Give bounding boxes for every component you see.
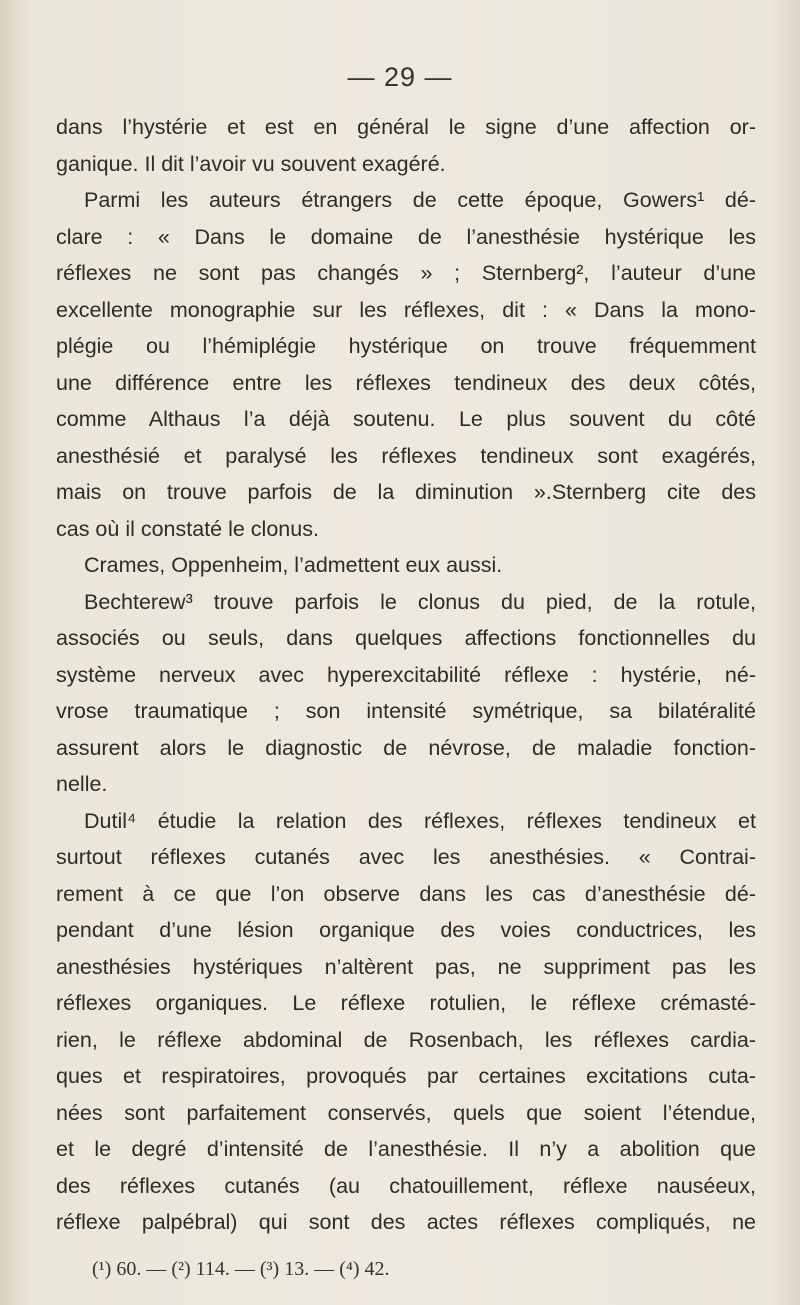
text-line: Dutil⁴ étudie la relation des réflexes, réflexes tendineux et [84,808,756,833]
text-line: pendant d’une lésion organique des voies conductrices, les [56,918,756,942]
text-line: nelle. [56,772,108,796]
text-line: rement à ce que l’on observe dans les cas d’anesthésie dé- [56,881,756,906]
text-line: ques et respiratoires, provoqués par certaines excitations cuta- [56,1064,756,1088]
text-line: Parmi les auteurs étrangers de cette époque, Gowers¹ dé- [84,188,756,212]
text-line: et le degré d’intensité de l’anesthésie. Il n’y a abolition que [56,1137,756,1161]
text-line: Crames, Oppenheim, l’admettent eux aussi. [84,553,503,577]
text-line: assurent alors le diagnostic de névrose, de maladie fonction- [56,735,756,760]
text-line: excellente monographie sur les réflexes, dit : « Dans la mono- [56,297,756,322]
text-line: rien, le réflexe abdominal de Rosenbach, les réflexes cardia- [56,1027,756,1052]
text-line: surtout réflexes cutanés avec les anesthésies. « Contrai- [56,845,756,869]
text-line: plégie ou l’hémiplégie hystérique on trouve fréquemment [56,334,756,358]
text-line: ganique. Il dit l’avoir vu souvent exagéré. [56,151,446,176]
text-line: vrose traumatique ; son intensité symétrique, sa bilatéralité [56,699,756,723]
text-line: Bechterew³ trouve parfois le clonus du pied, de la rotule, [84,589,756,614]
text-line: une différence entre les réflexes tendineux des deux côtés, [56,370,756,395]
text-line: nées sont parfaitement conservés, quels que soient l’étendue, [56,1100,756,1125]
text-line: anesthésié et paralysé les réflexes tendineux sont exagérés, [56,443,756,468]
text-line: réflexe palpébral) qui sont des actes réflexes compliqués, ne [56,1210,756,1234]
text-line: cas où il constaté le clonus. [56,516,319,541]
text-line: réflexes ne sont pas changés » ; Sternberg², l’auteur d’une [56,261,756,285]
text-line: mais on trouve parfois de la diminution ».Sternberg cite des [56,480,756,504]
body-text [56,109,756,1241]
text-line: anesthésies hystériques n’altèrent pas, ne suppriment pas les [56,954,756,979]
text-line: clare : « Dans le domaine de l’anesthésie hystérique les [56,224,756,249]
text-line: associés ou seuls, dans quelques affections fonctionnelles du [56,626,756,650]
text-line: comme Althaus l’a déjà soutenu. Le plus souvent du côté [56,407,756,431]
footnotes: (¹) 60. — (²) 114. — (³) 13. — (⁴) 42. [92,1258,390,1280]
text-line: des réflexes cutanés (au chatouillement, réflexe nauséeux, [56,1173,756,1198]
page-number: — 29 — [347,62,453,92]
text-line: réflexes organiques. Le réflexe rotulien, le réflexe crémasté- [56,991,756,1015]
text-line: dans l’hystérie et est en général le signe d’une affection or- [56,115,756,139]
text-line: système nerveux avec hyperexcitabilité réflexe : hystérie, né- [56,662,756,687]
